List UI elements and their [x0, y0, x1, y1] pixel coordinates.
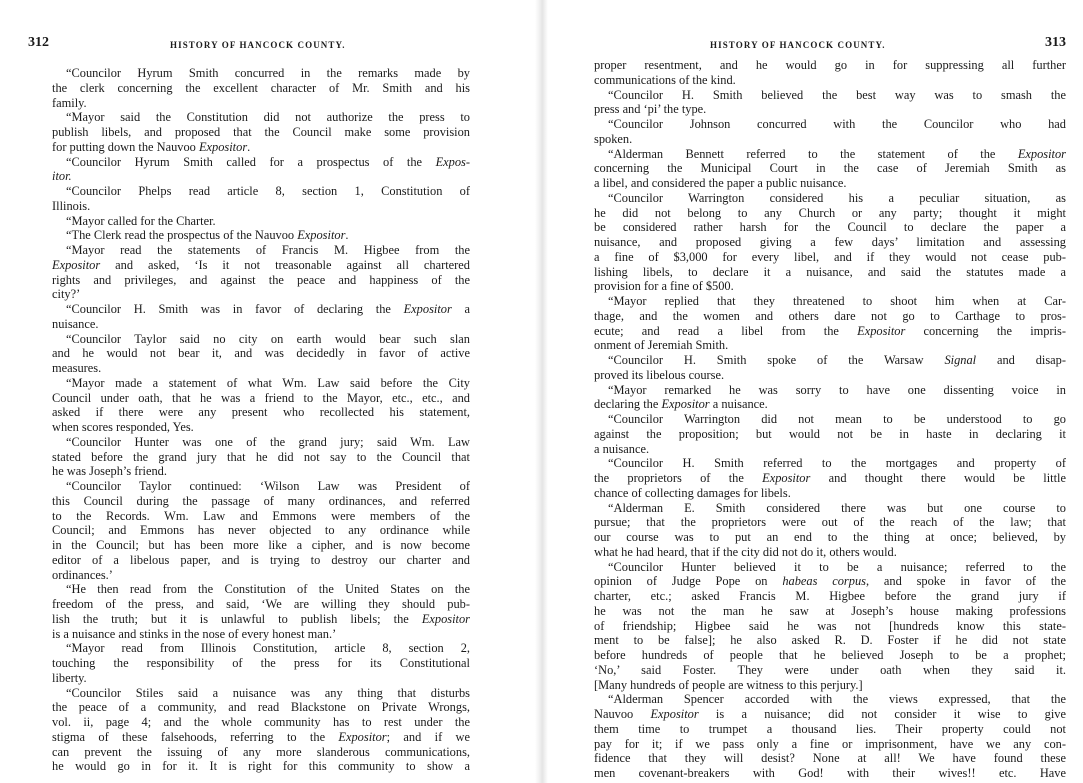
text-line: the clerk concerning the excellent character of Mr. Smith and his: [52, 80, 470, 95]
text-line: freedom of the press, and said, ‘We are willing they should pub-: [52, 597, 470, 611]
text-line: “Councilor Stiles said a nuisance was any thing that disturbs: [66, 685, 470, 700]
text-line: “Councilor Hyrum Smith concurred in the remarks made by: [66, 66, 470, 80]
text-line: “Councilor Hunter believed it to be a nuisance; referred to the: [608, 559, 1066, 574]
text-line: the peace of a community, and read Blackstone on Private Wrongs,: [52, 700, 470, 715]
text-line: nuisance, and proposed giving a few days’ limitation and assessing: [594, 235, 1066, 249]
text-line: “Alderman Bennett referred to the statement of the Expositor: [608, 146, 1066, 161]
text-line: Council; and Emmons has never objected to any ordinance while: [52, 523, 470, 538]
text-line: [Many hundreds of people are witness to this perjury.]: [594, 677, 863, 692]
text-line: pay for it; if we pass only a fine or imprisonment, have we any con-: [594, 736, 1066, 751]
text-line: Expositor and asked, ‘Is it not treasonable against all chartered: [52, 257, 470, 272]
text-line: “Councilor Hunter was one of the grand jury; said Wm. Law: [66, 434, 470, 449]
text-line: “Councilor H. Smith spoke of the Warsaw Signal and disap-: [608, 353, 1066, 367]
text-line: lishing libels, to declare it a nuisance, and said the statutes made a: [594, 264, 1066, 279]
text-line: ecute; and read a libel from the Expositor concerning the impris-: [594, 323, 1066, 338]
text-line: a libel, and considered the paper a public nuisance.: [594, 176, 847, 190]
text-line: he would go in for it. It is right for this community to show a: [52, 759, 470, 774]
text-line: against the proposition; but would not be in haste in declaring it: [594, 426, 1066, 441]
text-line: “Councilor Warrington did not mean to be understood to go: [608, 412, 1066, 426]
text-line: in the Council; but has been more like a cipher, and is now become: [52, 538, 470, 552]
text-line: proper resentment, and he would go in for suppressing all further: [594, 58, 1066, 72]
text-line: “Councilor Taylor said no city on earth would bear such slan: [66, 331, 470, 346]
text-line: a nuisance.: [594, 441, 650, 456]
text-line: publish libels, and proposed that the Council make some provision: [52, 125, 470, 139]
text-line: the proprietors of the Expositor and thought there would be little: [594, 471, 1066, 485]
text-line: “Mayor said the Constitution did not authorize the press to: [66, 110, 470, 125]
text-line: “He then read from the Constitution of the United States on the: [66, 582, 470, 597]
text-line: “Councilor Taylor continued: ‘Wilson Law was President of: [66, 479, 470, 493]
running-head: HISTORY OF HANCOCK COUNTY.: [710, 40, 886, 50]
text-line: declaring the Expositor a nuisance.: [594, 397, 768, 412]
text-line: “The Clerk read the prospectus of the Nauvoo Expositor.: [66, 228, 349, 243]
text-line: Illinois.: [52, 198, 91, 213]
text-line: is a nuisance and stinks in the nose of every honest man.’: [52, 626, 337, 641]
text-line: family.: [52, 95, 87, 110]
text-line: spoken.: [594, 131, 633, 146]
text-line: “Councilor Johnson concurred with the Councilor who had: [608, 117, 1066, 131]
text-line: “Councilor Warrington considered his a peculiar situation, as: [608, 190, 1066, 205]
text-line: communications of the kind.: [594, 72, 736, 87]
left-page-header: [28, 34, 474, 52]
text-line: touching the responsibility of the press for its Constitutional: [52, 656, 470, 670]
text-line: asked if there were any present who recollected his statement,: [52, 405, 470, 420]
text-line: of friendship; Higbee said he was not [hundreds know this state-: [594, 618, 1066, 633]
right-page: [548, 0, 1083, 783]
book-gutter: [535, 0, 548, 783]
text-line: lish the truth; but it is unlawful to publish libels; the Expositor: [52, 611, 470, 626]
text-line: liberty.: [52, 670, 87, 685]
text-line: he did not belong to any Church or any party; thought it might: [594, 205, 1066, 220]
text-line: a fine of $3,000 for every libel, and if they would not cease pub-: [594, 249, 1066, 264]
text-line: be considered rather harsh for the Council to declare the paper a: [594, 220, 1066, 235]
text-line: city?’: [52, 287, 81, 302]
text-line: “Alderman E. Smith considered there was but one course to: [608, 500, 1066, 515]
text-line: Council under oath, that he was a friend to the Mayor, etc., etc., and: [52, 390, 470, 405]
right-page-body: [594, 58, 1066, 781]
text-line: “Alderman Spencer accorded with the views expressed, that the: [608, 692, 1066, 707]
text-line: pursue; that the proprietors were out of the reach of the law; that: [594, 515, 1066, 530]
text-line: “Mayor read from Illinois Constitution, article 8, section 2,: [66, 641, 470, 656]
text-line: he was Joseph’s friend.: [52, 464, 167, 479]
text-line: rights and privileges, and against the peace and happiness of the: [52, 272, 470, 287]
right-page-header: [570, 34, 1066, 52]
text-line: “Councilor H. Smith believed the best way was to smash the: [608, 87, 1066, 102]
text-line: “Mayor made a statement of what Wm. Law said before the City: [66, 375, 470, 390]
page-number: 312: [28, 35, 49, 50]
text-line: “Mayor replied that they threatened to shoot him when at Car-: [608, 294, 1066, 308]
text-line: concerning the Municipal Court in the case of Jeremiah Smith as: [594, 161, 1066, 176]
text-line: nuisance.: [52, 316, 99, 331]
text-line: fidence that they will desist? None at all! We have found these: [594, 751, 1066, 766]
text-line: ordinances.’: [52, 567, 113, 582]
text-line: provision for a fine of $500.: [594, 279, 734, 294]
left-page-body: [52, 66, 470, 774]
text-line: ‘No,’ said Foster. They were under oath when they said it.: [594, 662, 1066, 677]
text-line: ment to be false]; he also asked R. D. Foster if he did not state: [594, 633, 1066, 648]
text-line: Nauvoo Expositor is a nuisance; did not consider it wise to give: [594, 707, 1066, 721]
text-line: and he would not bear it, and was decidedly in favor of active: [52, 346, 470, 361]
text-line: press and ‘pi’ the type.: [594, 102, 707, 117]
text-line: them time to trumpet a thousand lies. Their property could not: [594, 721, 1066, 736]
text-line: onment of Jeremiah Smith.: [594, 338, 729, 353]
text-line: charter, etc.; asked Francis M. Higbee before the grand jury if: [594, 589, 1066, 603]
text-line: men covenant-breakers with God! with their wives!! etc. Have: [594, 766, 1066, 780]
text-line: “Councilor Phelps read article 8, section 1, Constitution of: [66, 184, 470, 198]
text-line: to the Records. Wm. Law and Emmons were members of the: [52, 508, 470, 523]
text-line: before hundreds of people that he believed Joseph to be a prophet;: [594, 648, 1066, 662]
text-line: proved its libelous course.: [594, 367, 725, 382]
text-line: “Mayor called for the Charter.: [66, 213, 216, 228]
text-line: vol. ii, page 4; and the whole community has to rest under the: [52, 715, 470, 729]
text-line: stigma of these falsehoods, referring to the Expositor; and if we: [52, 729, 470, 744]
text-line: itor.: [52, 169, 72, 184]
text-line: “Councilor H. Smith referred to the mortgages and property of: [608, 456, 1066, 471]
text-line: measures.: [52, 361, 102, 375]
text-line: stated before the grand jury that he did not say to the Council that: [52, 449, 470, 464]
page-number: 313: [1045, 35, 1066, 50]
text-line: “Councilor Hyrum Smith called for a prospectus of the Expos-: [66, 154, 470, 169]
text-line: for putting down the Nauvoo Expositor.: [52, 139, 251, 154]
text-line: “Mayor read the statements of Francis M. Higbee from the: [66, 243, 470, 257]
text-line: he was not the man he saw at Joseph’s house making professions: [594, 603, 1066, 618]
text-line: opinion of Judge Pope on habeas corpus, and spoke in favor of the: [594, 574, 1066, 589]
running-head: HISTORY OF HANCOCK COUNTY.: [170, 40, 346, 50]
text-line: “Councilor H. Smith was in favor of declaring the Expositor a: [66, 302, 470, 316]
text-line: editor of a libelous paper, and is trying to destroy our charter and: [52, 552, 470, 567]
text-line: chance of collecting damages for libels.: [594, 485, 791, 500]
text-line: thage, and the women and others dare not go to Carthage to pros-: [594, 308, 1066, 323]
text-line: this Council during the passage of many ordinances, and referred: [52, 493, 470, 508]
text-line: “Mayor remarked he was sorry to have one dissenting voice in: [608, 382, 1066, 397]
text-line: can prevent the issuing of any more slanderous communications,: [52, 744, 470, 759]
left-page: [0, 0, 535, 783]
text-line: what he had heard, that if the city did not do it, others would.: [594, 544, 897, 559]
text-line: when scores responded, Yes.: [52, 420, 194, 434]
text-line: our course was to put an end to the thing at once; believed, by: [594, 530, 1066, 544]
